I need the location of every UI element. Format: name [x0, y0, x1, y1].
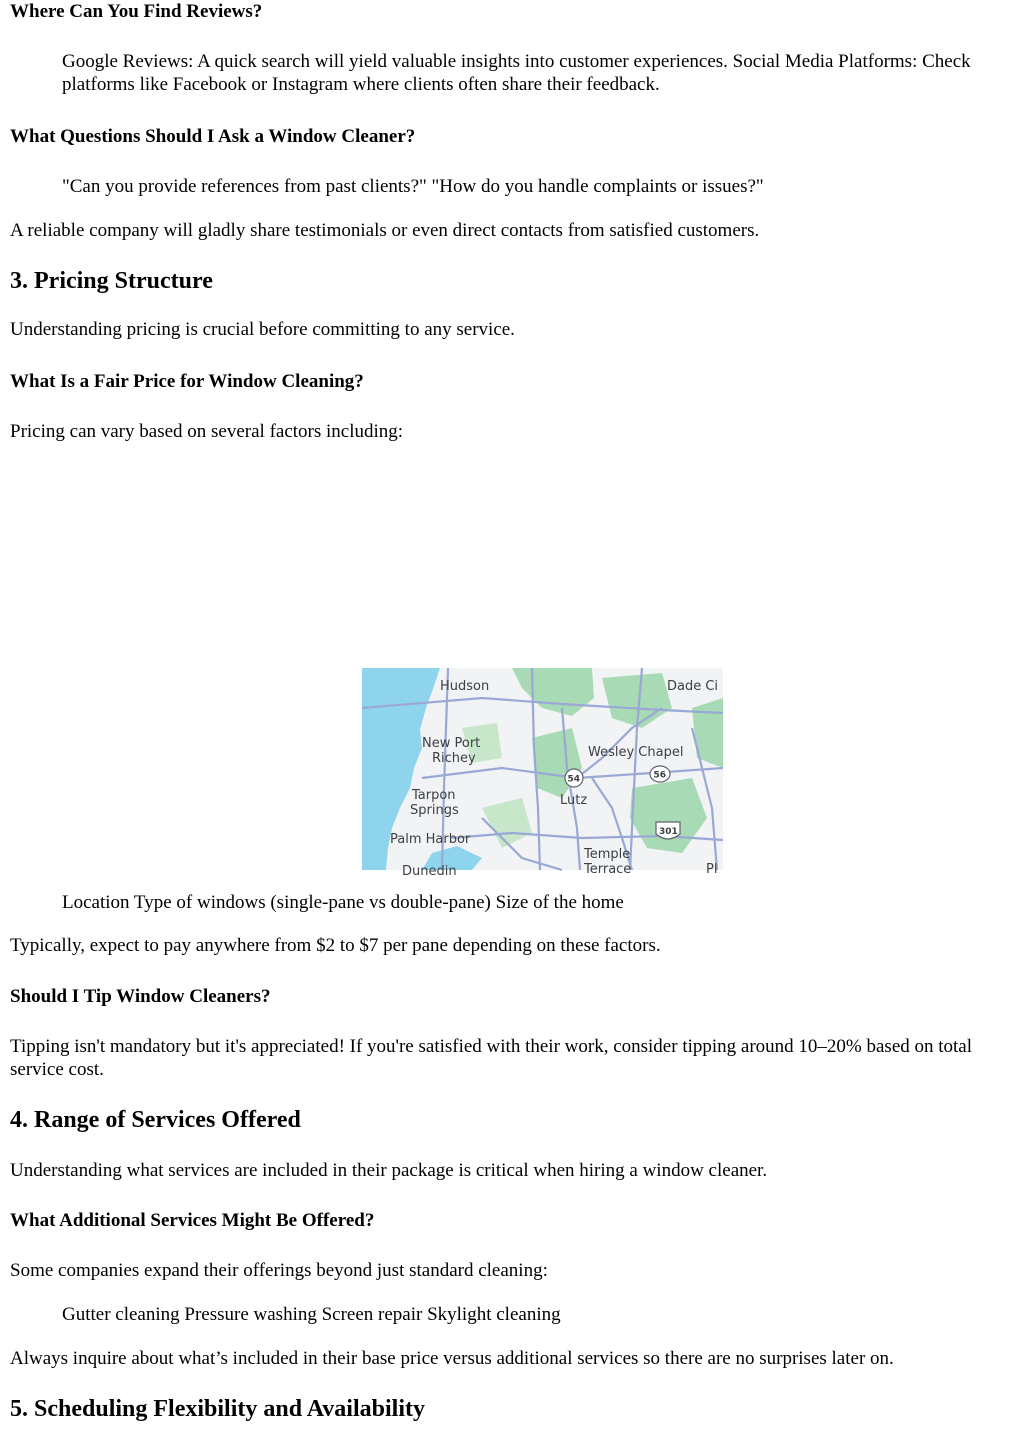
scheduling-heading: 5. Scheduling Flexibility and Availability: [10, 1396, 425, 1422]
questions-list: "Can you provide references from past clients?" "How do you handle complaints or issues?": [62, 176, 764, 197]
route-301-shield: [656, 822, 680, 839]
map-label-lutz: Lutz: [560, 793, 588, 808]
map-label-hudson: Hudson: [440, 679, 490, 694]
map-label-springs: Springs: [410, 803, 459, 818]
factors-list: Location Type of windows (single-pane vs double-pane) Size of the home: [62, 892, 624, 913]
svg-text:56: 56: [653, 770, 667, 781]
map-label-new-port: New Port: [422, 736, 481, 751]
map-label-richey: Richey: [432, 751, 476, 766]
svg-text:54: 54: [567, 774, 581, 785]
map-label-pl: Pl: [706, 862, 718, 877]
svg-text:301: 301: [659, 827, 678, 837]
tip-heading: Should I Tip Window Cleaners?: [10, 986, 271, 1007]
map-label-terrace: Terrace: [584, 862, 632, 877]
map-label-dade-city: Dade Ci: [667, 679, 719, 694]
fair-price-heading: What Is a Fair Price for Window Cleaning?: [10, 371, 364, 392]
map-label-tarpon: Tarpon: [412, 788, 456, 803]
additional-list: Gutter cleaning Pressure washing Screen repair Skylight cleaning: [62, 1304, 561, 1325]
questions-heading: What Questions Should I Ask a Window Cleaner?: [10, 126, 416, 147]
route-54-shield: [565, 769, 583, 787]
reliable-paragraph: A reliable company will gladly share testimonials or even direct contacts from satisfied customers.: [10, 220, 760, 241]
fair-price-paragraph: Pricing can vary based on several factors including:: [10, 421, 404, 442]
map-image: [362, 668, 723, 879]
tip-paragraph: Tipping isn't mandatory but it's appreciated! If you're satisfied with their work, consider tipping around 10–20% based on total service cost.: [10, 1036, 973, 1080]
additional-intro: Some companies expand their offerings beyond just standard cleaning:: [10, 1260, 548, 1281]
additional-heading: What Additional Services Might Be Offered?: [10, 1210, 375, 1231]
pricing-intro: Understanding pricing is crucial before committing to any service.: [10, 319, 515, 340]
reviews-heading: Where Can You Find Reviews?: [10, 1, 263, 22]
map-label-palm-harbor: Palm Harbor: [390, 832, 471, 847]
map-label-wesley-chapel: Wesley Chapel: [588, 745, 684, 760]
inquire-paragraph: Always inquire about what’s included in their base price versus additional services so there are no surprises later on.: [10, 1348, 894, 1369]
typical-price-paragraph: Typically, expect to pay anywhere from $2 to $7 per pane depending on these factors.: [10, 935, 661, 956]
pricing-heading: 3. Pricing Structure: [10, 268, 213, 294]
map-graphic: [362, 668, 723, 879]
services-heading: 4. Range of Services Offered: [10, 1107, 301, 1133]
route-56-shield: [650, 766, 670, 782]
map-label-dunedin: Dunedin: [402, 864, 457, 879]
map-label-temple: Temple: [584, 847, 631, 862]
reviews-list: Google Reviews: A quick search will yield valuable insights into customer experiences. Social Media Platforms: Check platforms like Facebook or Instagram where clients often share their feedback.: [62, 51, 971, 95]
services-intro: Understanding what services are included in their package is critical when hiring a window cleaner.: [10, 1160, 768, 1181]
